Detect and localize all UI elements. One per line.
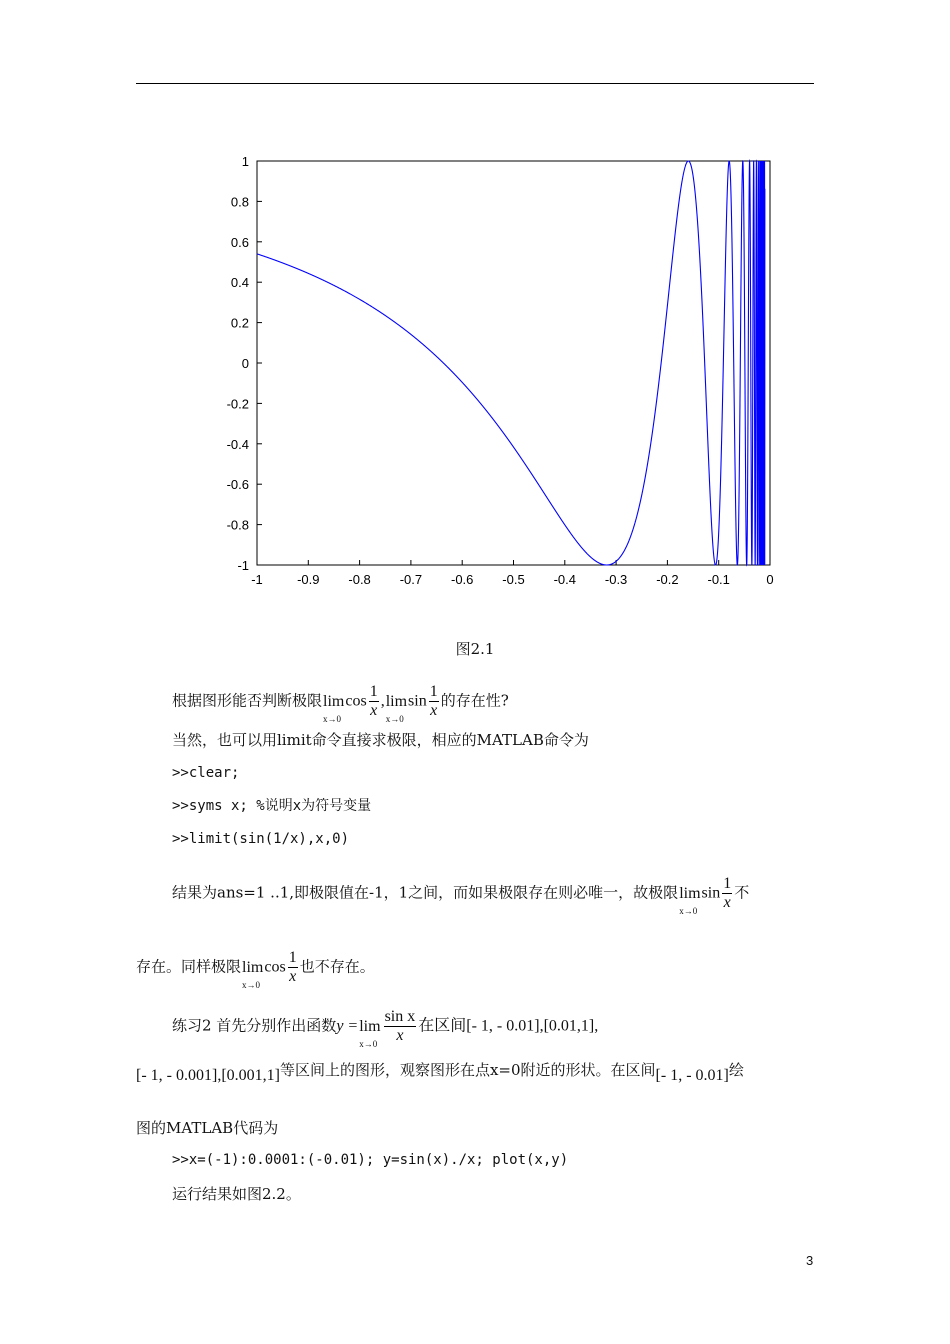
x-tick-label: -0.9 <box>297 572 320 587</box>
frac-5: $\frac{\text{sin x}}{x}$ <box>384 1008 416 1044</box>
x-tick-label: -0.8 <box>348 572 371 587</box>
cmd-clear: >>clear; <box>172 765 240 781</box>
x-tick-label: 0 <box>766 572 774 587</box>
exercise-line-2 <box>136 1060 744 1084</box>
cmd-plot: >>x=(-1):0.0001:(-0.01); y=sin(x)./x; plot(x,y) <box>172 1152 569 1168</box>
sin-1: sin <box>408 692 427 710</box>
lim-1: lim x→0 <box>323 692 345 724</box>
x-tick-label: -0.2 <box>656 572 679 587</box>
r2-prefix: 存在。同样极限 <box>136 957 242 976</box>
cos-inv-x-chart <box>0 0 950 600</box>
y-tick-label: -0.6 <box>226 477 249 493</box>
result-line: 结果为ans=1 ..1,即极限值在-1，1之间，而如果极限存在则必唯一，故极限lim x→0 sin $\frac{1}{x}$ 不 <box>172 875 750 916</box>
x-tick-label: -0.6 <box>450 572 474 587</box>
y-tick-label: 0.4 <box>230 275 249 291</box>
para-limit: 当然，也可以用limit命令直接求极限，相应的MATLAB命令为 <box>172 731 589 749</box>
q-suffix: 的存在性? <box>440 691 509 710</box>
r-suffix: 不 <box>734 883 750 902</box>
y-tick-label: -0.2 <box>226 396 249 412</box>
lim-3: lim x→0 <box>679 884 701 916</box>
r-prefix: 结果为ans=1 ..1,即极限值在-1，1之间，而如果极限存在则必唯一，故极限 <box>172 883 679 902</box>
exercise-line: 练习2 首先分别作出函数y =lim x→0 $\frac{\text{sin x}}{x}$ 在区间[- 1, - 0.01],[0.01,1], <box>172 1008 599 1049</box>
y-tick-label: -0.4 <box>226 436 249 452</box>
frac-2: $\frac{1}{x}$ <box>429 683 438 719</box>
cmd-limit: >>limit(sin(1/x),x,0) <box>172 831 350 847</box>
y-tick-label: 0 <box>241 356 249 371</box>
interval-math: [- 1, - 0.01] <box>655 1067 729 1084</box>
cos-1: cos <box>345 692 367 710</box>
interval-list: [- 1, - 0.001],[0.001,1] <box>136 1067 280 1084</box>
frac-4: $\frac{1}{x}$ <box>288 949 297 985</box>
lim-2: lim x→0 <box>385 692 408 724</box>
x-tick-label: -0.3 <box>604 572 628 587</box>
run-result: 运行结果如图2.2。 <box>172 1185 301 1203</box>
question-line: 根据图形能否判断极限lim x→0 cos $\frac{1}{x}$ ,lim x→0 sin $\frac{1}{x}$ 的存在性? <box>172 683 509 724</box>
r2-suffix: 也不存在。 <box>299 957 375 976</box>
figure-caption: 图2.1 <box>455 640 495 658</box>
plot-frame <box>257 161 770 565</box>
page-number: 3 <box>806 1253 814 1268</box>
ex2-end: 绘 <box>728 1061 744 1079</box>
y-tick-label: 0.6 <box>230 234 249 250</box>
frac-3: $\frac{1}{x}$ <box>723 875 732 911</box>
y-tick-label: 0.2 <box>230 315 249 331</box>
ex-suffix: 在区间[- 1, - 0.01],[0.01,1], <box>418 1017 599 1035</box>
y-tick-label: -1 <box>237 558 249 573</box>
lim-5: lim x→0 <box>359 1017 381 1049</box>
x-tick-label: -0.7 <box>399 572 423 587</box>
x-tick-label: -0.4 <box>553 572 577 587</box>
exercise-line-3: 图的MATLAB代码为 <box>136 1119 279 1137</box>
x-tick-label: -0.5 <box>502 572 525 587</box>
frac-1: $\frac{1}{x}$ <box>369 683 378 719</box>
x-tick-label: -0.1 <box>707 572 730 587</box>
y-tick-label: 0.8 <box>230 194 249 210</box>
x-tick-label: -1 <box>251 572 263 587</box>
cmd-syms: >>syms x; %说明x为符号变量 <box>172 798 372 814</box>
ex2-text: 等区间上的图形，观察图形在点x=0附近的形状。在区间 <box>279 1061 656 1079</box>
y-tick-label: -0.8 <box>226 517 249 533</box>
lim-4: lim x→0 <box>242 958 264 990</box>
ex-prefix: 练习2 首先分别作出函数 <box>172 1016 337 1035</box>
y-tick-label: 1 <box>241 154 249 169</box>
q-prefix: 根据图形能否判断极限 <box>172 691 323 710</box>
result-line-2: 存在。同样极限lim x→0 cos $\frac{1}{x}$ 也不存在。 <box>136 949 375 990</box>
